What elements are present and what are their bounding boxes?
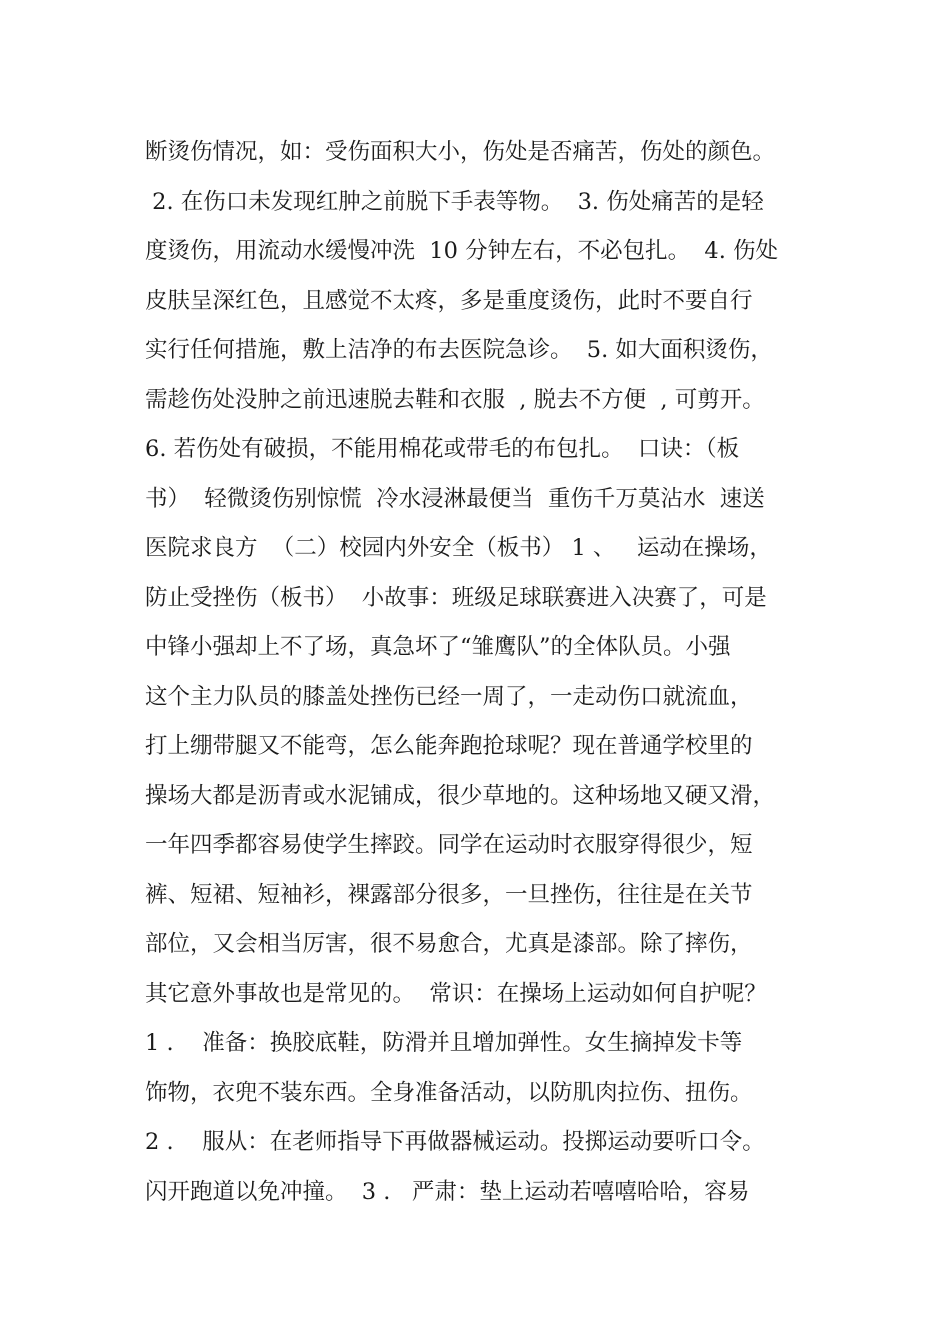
text-line-11: 中锋小强却上不了场，真急坏了“雏鹰队”的全体队员。小强	[145, 634, 731, 660]
text-line-6: 需趁伤处没肿之前迅速脱去鞋和衣服 , 脱去不方便 , 可剪开。	[145, 386, 765, 413]
text-line-15: 一年四季都容易使学生摔跤。同学在运动时衣服穿得很少，短	[145, 832, 753, 858]
text-line-4: 皮肤呈深红色，且感觉不太疼，多是重度烫伤，此时不要自行	[145, 287, 753, 314]
text-line-5: 实行任何措施，敷上洁净的布去医院急诊。 5. 如大面积烫伤，	[145, 337, 773, 363]
text-line-7: 6. 若伤处有破损，不能用棉花或带毛的布包扎。 口诀：（板	[145, 436, 740, 462]
text-line-17: 部位，又会相当厉害，很不易愈合，尤真是漆部。除了摔伤，	[145, 931, 753, 957]
text-line-8: 书） 轻微烫伤别惊慌 冷水浸淋最便当 重伤千万莫沾水 速送	[145, 485, 765, 512]
text-line-10: 防止受挫伤（板书） 小故事：班级足球联赛进入决赛了，可是	[145, 584, 767, 611]
text-line-3: 度烫伤，用流动水缓慢冲洗 10 分钟左右，不必包扎。 4. 伤处	[145, 238, 779, 264]
text-line-2: 2. 在伤口未发现红肿之前脱下手表等物。 3. 伤处痛苦的是轻	[145, 188, 764, 215]
text-line-21: 2 . 服从：在老师指导下再做器械运动。投掷运动要听口令。	[145, 1129, 765, 1155]
text-line-18: 其它意外事故也是常见的。 常识：在操场上运动如何自护呢？	[145, 980, 767, 1007]
text-line-20: 饰物，衣兜不装东西。全身准备活动，以防肌肉拉伤、扭伤。	[145, 1079, 753, 1106]
text-line-1: 断烫伤情况，如：受伤面积大小，伤处是否痛苦，伤处的颜色。	[145, 139, 776, 165]
document-body	[145, 128, 815, 1217]
text-line-16: 裤、短裙、短袖衫，裸露部分很多，一旦挫伤，往往是在关节	[145, 881, 753, 908]
text-line-9: 医院求良方 （二）校园内外安全（板书） 1 、 运动在操场，	[145, 535, 772, 561]
text-line-22: 闪开跑道以免冲撞。 3 . 严肃：垫上运动若嘻嘻哈哈，容易	[145, 1178, 750, 1205]
text-line-13: 打上绷带腿又不能弯，怎么能奔跑抢球呢？现在普通学校里的	[145, 733, 753, 759]
text-line-19: 1 . 准备：换胶底鞋，防滑并且增加弹性。女生摘掉发卡等	[145, 1030, 743, 1056]
text-line-12: 这个主力队员的膝盖处挫伤已经一周了，一走动伤口就流血，	[145, 683, 753, 710]
text-line-14: 操场大都是沥青或水泥铺成，很少草地的。这种场地又硬又滑，	[145, 782, 776, 809]
